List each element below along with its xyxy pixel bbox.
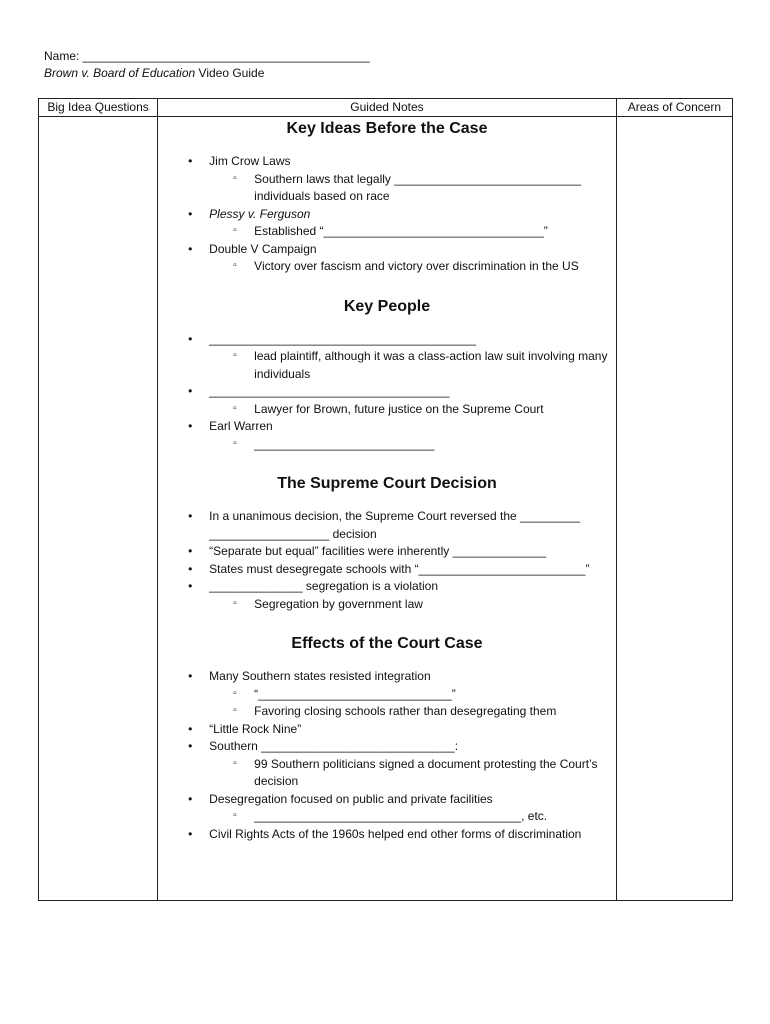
item-text: Southern _____________________________: xyxy=(209,739,459,753)
sub-item-text: lead plaintiff, although it was a class-action law suit involving many individuals xyxy=(254,349,608,381)
item-text: ________________________________________ xyxy=(209,331,477,346)
bullet-icon: • xyxy=(188,579,193,593)
areas-of-concern-cell[interactable] xyxy=(616,117,732,901)
sub-item xyxy=(158,223,608,241)
subtitle-rest: Video Guide xyxy=(195,66,265,80)
bullet-icon: • xyxy=(188,721,193,736)
list-item xyxy=(158,738,608,791)
sub-item xyxy=(158,756,608,791)
item-text: Desegregation focused on public and private facilities xyxy=(209,791,493,806)
sub-list xyxy=(209,171,608,206)
bullet-icon: • xyxy=(188,544,193,558)
sub-item-text: Southern laws that legally ____________________________ individuals based on race xyxy=(254,171,582,203)
sub-item-text: ___________________________ xyxy=(254,436,435,451)
list-item xyxy=(158,791,608,826)
list-item xyxy=(158,543,608,561)
worksheet-header xyxy=(44,48,370,82)
item-text: Civil Rights Acts of the 1960s helped end other forms of discrimination xyxy=(209,826,582,841)
bullet-icon: • xyxy=(188,331,193,346)
sub-item xyxy=(158,401,608,419)
square-bullet-icon: ▫ xyxy=(233,402,237,414)
section-title: The Supreme Court Decision xyxy=(277,475,497,492)
list-item xyxy=(158,331,608,384)
section-list xyxy=(158,668,608,843)
bullet-icon: • xyxy=(188,509,193,523)
list-item xyxy=(158,418,608,453)
bullet-icon: • xyxy=(188,419,193,433)
item-text: Plessy v. Ferguson xyxy=(209,206,311,221)
item-text: Earl Warren xyxy=(209,419,273,433)
square-bullet-icon: ▫ xyxy=(233,757,237,769)
item-text: “Little Rock Nine” xyxy=(209,721,302,736)
column-header-big-idea: Big Idea Questions xyxy=(39,99,158,117)
item-text: ____________________________________ xyxy=(209,384,450,398)
sub-list xyxy=(209,596,608,614)
sub-item-text: Lawyer for Brown, future justice on the Supreme Court xyxy=(254,401,544,416)
worksheet-subtitle xyxy=(44,65,370,82)
sub-item xyxy=(158,436,608,454)
bullet-icon: • xyxy=(188,384,193,398)
section-list xyxy=(158,153,608,276)
list-item xyxy=(158,668,608,721)
square-bullet-icon: ▫ xyxy=(233,350,237,361)
sub-item-text: “_____________________________” xyxy=(254,686,456,701)
section-title: Key Ideas Before the Case xyxy=(286,120,488,137)
case-title: Brown v. Board of Education xyxy=(44,66,196,80)
sub-item-text: Victory over fascism and victory over discrimination in the US xyxy=(254,259,579,273)
sub-item xyxy=(158,258,608,276)
sub-item xyxy=(158,808,608,826)
square-bullet-icon: ▫ xyxy=(233,810,237,821)
item-text: Double V Campaign xyxy=(209,241,317,256)
sub-list xyxy=(209,436,608,454)
column-header-guided-notes: Guided Notes xyxy=(158,99,617,117)
sub-item xyxy=(158,596,608,614)
section-gap xyxy=(158,276,608,295)
guide-table xyxy=(38,98,733,901)
square-bullet-icon: ▫ xyxy=(233,172,237,184)
sub-item-text: 99 Southern politicians signed a document protesting the Court’s decision xyxy=(254,756,598,788)
sub-list xyxy=(209,348,608,383)
sub-item xyxy=(158,703,608,721)
list-item xyxy=(158,578,608,613)
section-title: Effects of the Court Case xyxy=(291,635,483,652)
sub-item-text: Segregation by government law xyxy=(254,596,423,611)
sub-list xyxy=(209,756,608,791)
bullet-icon: • xyxy=(188,669,193,683)
item-text: ______________ segregation is a violation xyxy=(209,579,439,593)
column-header-areas-of-concern: Areas of Concern xyxy=(616,99,732,117)
name-line: Name: ___________________________________________ xyxy=(44,49,370,63)
list-item xyxy=(158,241,608,276)
bullet-icon: • xyxy=(188,739,193,753)
item-text: “Separate but equal” facilities were inherently ______________ xyxy=(209,544,547,558)
list-item xyxy=(158,508,608,543)
sub-list xyxy=(209,401,608,419)
list-item xyxy=(158,206,608,241)
sub-list xyxy=(209,223,608,241)
list-item xyxy=(158,721,608,739)
list-item xyxy=(158,153,608,206)
item-text: In a unanimous decision, the Supreme Court reversed the _________ __________________ decision xyxy=(209,509,581,541)
bullet-icon: • xyxy=(188,154,193,168)
section-title: Key People xyxy=(343,297,431,315)
list-item xyxy=(158,826,608,844)
item-text: States must desegregate schools with “_________________________” xyxy=(209,561,590,576)
list-item xyxy=(158,383,608,418)
bullet-icon: • xyxy=(188,791,193,806)
sub-list xyxy=(209,686,608,721)
sub-item xyxy=(158,171,608,206)
square-bullet-icon: ▫ xyxy=(233,705,237,716)
list-item xyxy=(158,561,608,579)
square-bullet-icon: ▫ xyxy=(233,437,237,449)
square-bullet-icon: ▫ xyxy=(233,225,237,236)
notes-sections xyxy=(158,119,608,843)
square-bullet-icon: ▫ xyxy=(233,687,237,699)
section-list xyxy=(158,331,608,454)
sub-item xyxy=(158,348,608,383)
sub-item-text: Established “_________________________________” xyxy=(254,224,548,238)
bullet-icon: • xyxy=(188,206,193,221)
sub-item xyxy=(158,686,608,704)
sub-list xyxy=(209,258,608,276)
big-idea-cell[interactable] xyxy=(39,117,158,901)
sub-item-text: ________________________________________, etc. xyxy=(254,809,548,823)
bullet-icon: • xyxy=(188,561,193,576)
section-list xyxy=(158,508,608,613)
sub-list xyxy=(209,808,608,826)
square-bullet-icon: ▫ xyxy=(233,260,237,271)
item-text: Many Southern states resisted integration xyxy=(209,669,431,683)
item-text: Jim Crow Laws xyxy=(209,154,291,168)
sub-item-text: Favoring closing schools rather than desegregating them xyxy=(254,704,557,718)
bullet-icon: • xyxy=(188,826,193,841)
bullet-icon: • xyxy=(188,241,193,256)
square-bullet-icon: ▫ xyxy=(233,597,237,609)
section-gap xyxy=(158,613,608,632)
guided-notes-cell xyxy=(158,117,617,901)
section-gap xyxy=(158,453,608,472)
